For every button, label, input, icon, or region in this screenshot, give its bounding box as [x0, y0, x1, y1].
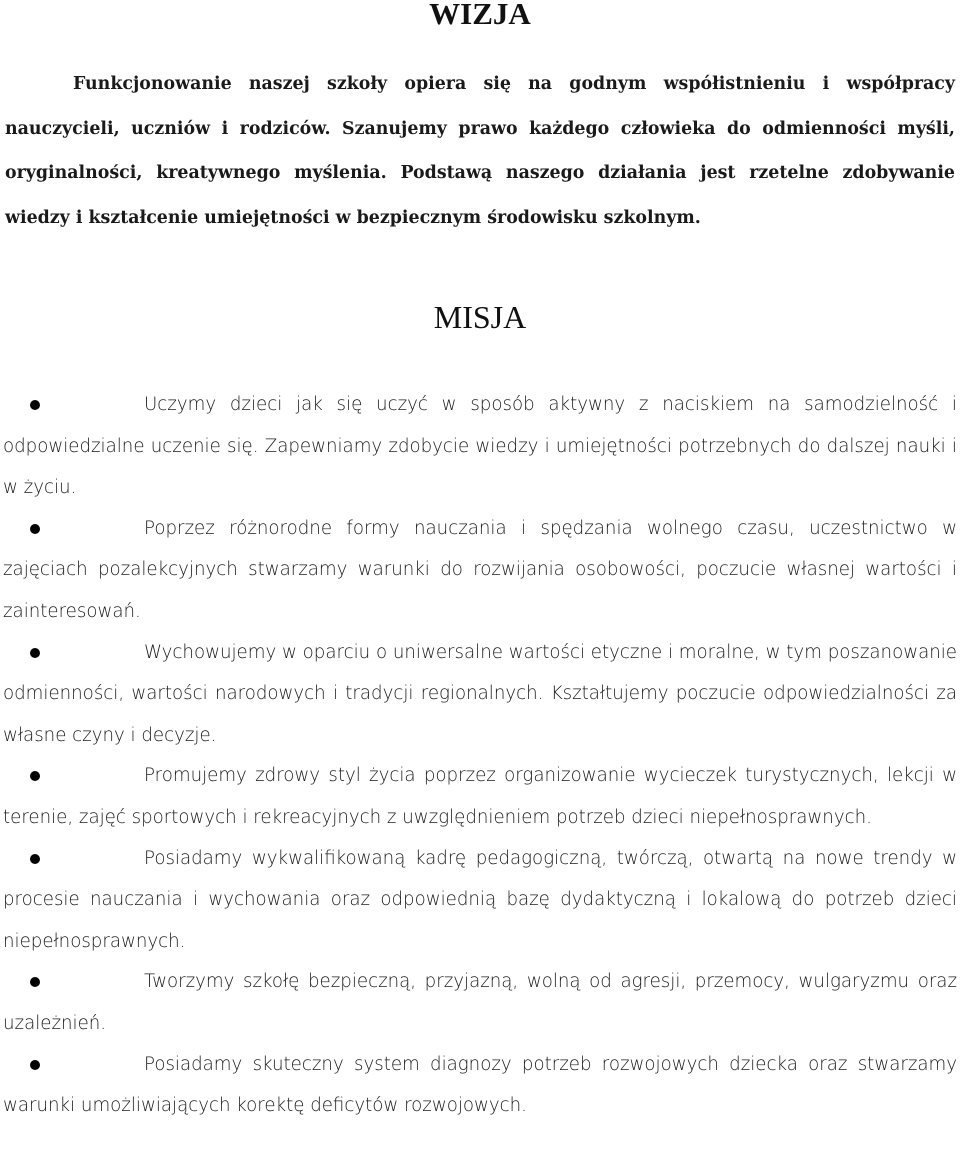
mission-list-item	[3, 961, 957, 1044]
bullet-icon	[30, 648, 40, 658]
mission-item-text: Posiadamy skuteczny system diagnozy potrzeb rozwojowych dziecka oraz stwarzamy warunki umożliwiających korektę deficytów rozwojowych.	[3, 1053, 957, 1117]
mission-item-text: Promujemy zdrowy styl życia poprzez organizowanie wycieczek turystycznych, lekcji w terenie, zajęć sportowych i rekreacyjnych z uwzględnieniem potrzeb dzieci niepełnosprawnych.	[3, 765, 957, 828]
vision-paragraph: Funkcjonowanie naszej szkoły opiera się na godnym współistnieniu i współpracy nauczycieli, uczniów i rodziców. Szanujemy prawo każdego człowieka do odmienności myśli, oryginalności, kreatywnego myślenia. Podstawą naszego działania jest rzetelne zdobywanie wiedzy i kształcenie umiejętności w bezpiecznym środowisku szkolnym.	[5, 74, 955, 228]
bullet-icon	[30, 771, 40, 781]
bullet-icon	[30, 524, 40, 534]
mission-list-item	[3, 632, 957, 757]
mission-item-text: Posiadamy wykwalifikowaną kadrę pedagogiczną, twórczą, otwartą na nowe trendy w procesie nauczania i wychowania oraz odpowiednią bazę dydaktyczną i lokalową do potrzeb dzieci niepełnosprawnych.	[3, 847, 957, 952]
vision-heading: WIZJA	[429, 0, 531, 31]
mission-list-item	[3, 755, 957, 838]
mission-list-item	[3, 508, 957, 633]
mission-list-item	[3, 838, 957, 963]
mission-item-text: Wychowujemy w oparciu o uniwersalne wartości etyczne i moralne, w tym poszanowanie odmienności, wartości narodowych i tradycji regionalnych. Kształtujemy poczucie odpowiedzialności za własne czyny i decyzje.	[3, 641, 957, 746]
mission-list	[3, 384, 957, 1126]
bullet-icon	[30, 854, 40, 864]
mission-list-item	[3, 1044, 957, 1127]
mission-item-text: Uczymy dzieci jak się uczyć w sposób aktywny z naciskiem na samodzielność i odpowiedzialne uczenie się. Zapewniamy zdobycie wiedzy i umiejętności potrzebnych do dalszej nauki i w życiu.	[3, 394, 957, 499]
bullet-icon	[30, 400, 40, 410]
mission-heading: MISJA	[433, 299, 527, 335]
bullet-icon	[30, 1060, 40, 1070]
bullet-icon	[30, 977, 40, 987]
mission-list-item	[3, 384, 957, 509]
mission-item-text: Poprzez różnorodne formy nauczania i spędzania wolnego czasu, uczestnictwo w zajęciach pozalekcyjnych stwarzamy warunki do rozwijania osobowości, poczucie własnej wartości i zainteresowań.	[3, 517, 957, 622]
mission-item-text: Tworzymy szkołę bezpieczną, przyjazną, wolną od agresji, przemocy, wulgaryzmu oraz uzależnień.	[3, 971, 957, 1034]
